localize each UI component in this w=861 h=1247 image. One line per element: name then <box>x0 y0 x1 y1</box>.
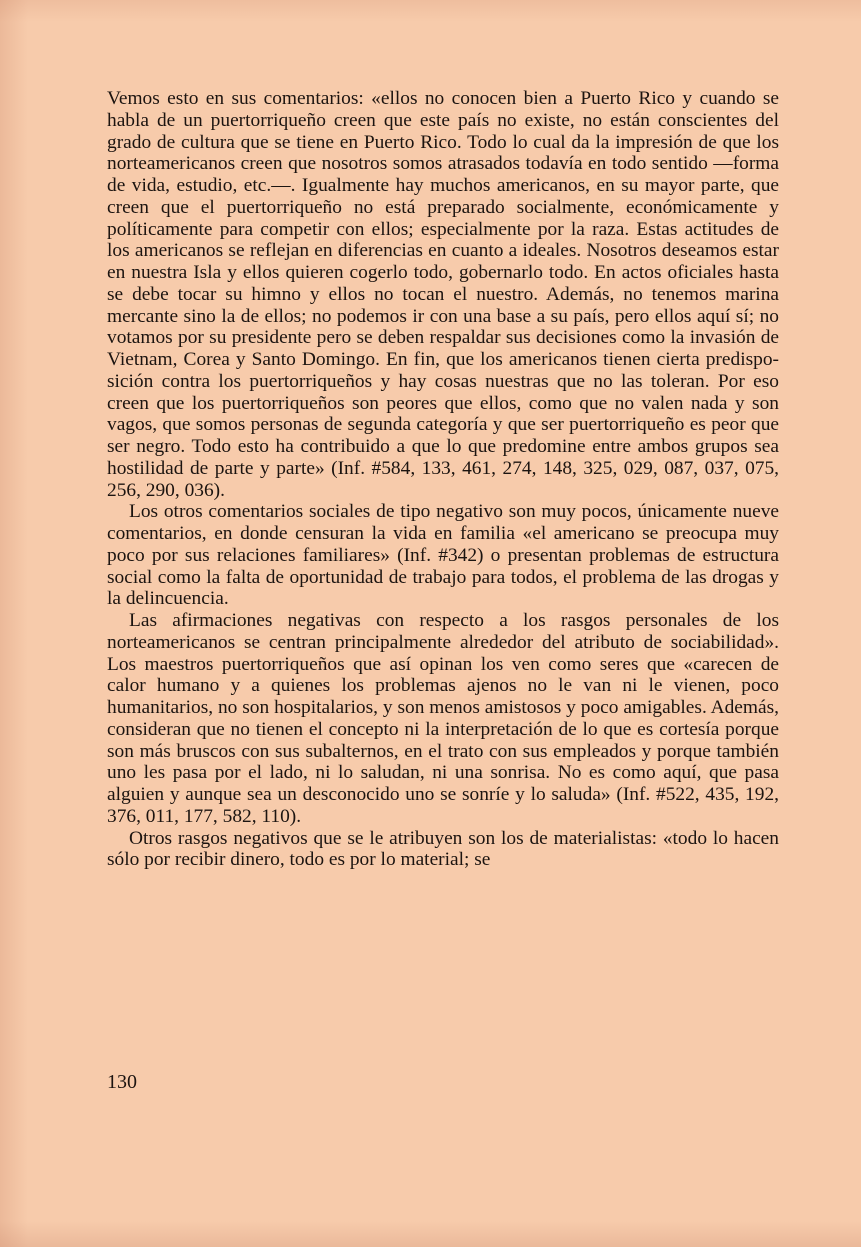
paragraph-3: Las afirmaciones negativas con respecto a los rasgos personales de los norteamericanos se centran principalmente alrededor del atributo de sociabilidad». Los maestros puertorriqueños que así opinan los ven como seres que «carecen de calor humano y a quienes los problemas ajenos no le van ni le vienen, poco humanitarios, no son hospitalarios, y son menos amistosos y poco amigables. Además, consideran que no tienen el concepto ni la interpretación de lo que es cortesía porque son más bruscos con sus subalternos, en el trato con sus empleados y porque también uno les pasa por el lado, ni lo saludan, ni una sonrisa. No es como aquí, que pasa alguien y aunque sea un desconocido uno se sonríe y lo saluda» (Inf. #522, 435, 192, 376, 011, 177, 582, 110). <box>107 610 779 827</box>
paragraph-2: Los otros comentarios sociales de tipo negativo son muy pocos, únicamente nueve comentarios, en donde censuran la vida en familia «el americano se preocupa muy poco por sus relaciones familiares» (Inf. #342) o presentan problemas de estructura social como la falta de oportunidad de trabajo para todos, el problema de las drogas y la delincuencia. <box>107 501 779 610</box>
paragraph-4: Otros rasgos negativos que se le atribuyen son los de materialistas: «todo lo hacen sólo por recibir dinero, todo es por lo material; se <box>107 827 779 871</box>
paragraph-1: Vemos esto en sus comentarios: «ellos no conocen bien a Puerto Rico y cuando se habla de un puertorriqueño creen que este país no existe, no están conscientes del grado de cultura que se tiene en Puerto Rico. Todo lo cual da la impresión de que los norteamericanos creen que nosotros somos atrasados todavía en todo sentido —forma de vida, estudio, etc.—. Igualmente hay muchos americanos, en su mayor parte, que creen que el puertorriqueño no está preparado socialmente, económicamente y políticamente para competir con ellos; especialmente por la raza. Estas actitudes de los americanos se reflejan en diferencias en cuanto a ideales. Nosotros deseamos estar en nuestra Isla y ellos quieren cogerlo todo, gobernarlo todo. En actos oficiales hasta se debe tocar su himno y ellos no tocan el nuestro. Además, no tenemos marina mercante sino la de ellos; no podemos ir con una base a su país, pero ellos aquí sí; no votamos por su presidente pero se deben respaldar sus decisiones como la invasión de Vietnam, Corea y Santo Domingo. En fin, que los americanos tienen cierta predisposición contra los puertorriqueños y hay cosas nuestras que no las toleran. Por eso creen que los puertorriqueños son peores que ellos, como que no valen nada y son vagos, que somos personas de segunda categoría y que ser puertorriqueño es peor que ser negro. Todo esto ha contribuido a que lo que predomine entre ambos grupos sea hostilidad de parte y parte» (Inf. #584, 133, 461, 274, 148, 325, 029, 087, 037, 075, 256, 290, 036). <box>107 88 779 501</box>
page-number: 130 <box>107 1071 137 1093</box>
body-text <box>107 88 779 871</box>
